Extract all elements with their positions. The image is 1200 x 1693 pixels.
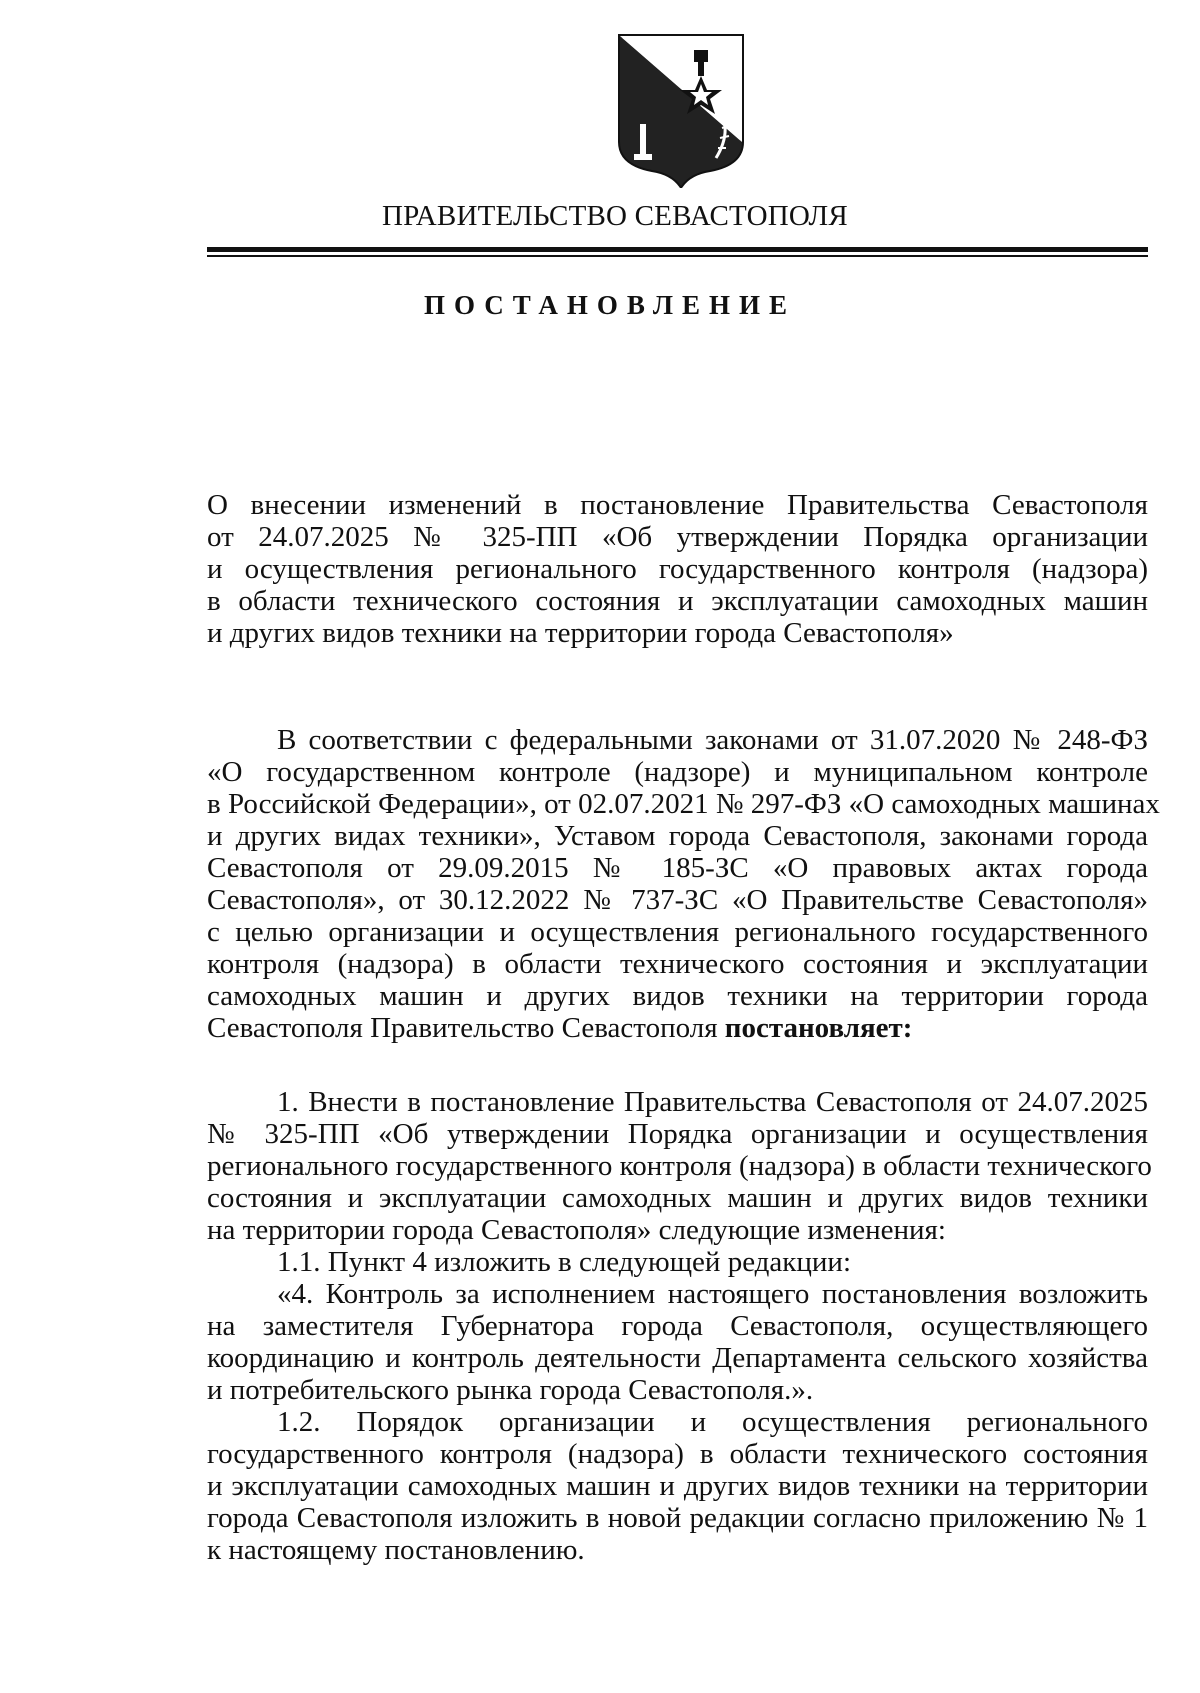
item-line: 1. Внести в постановление Правительства Севастополя от 24.07.2025 (277, 1086, 1148, 1118)
preamble-line: «О государственном контроле (надзоре) и муниципальном контроле (207, 756, 1148, 788)
item-line: состояния и эксплуатации самоходных машин и других видов техники (207, 1182, 1148, 1214)
item-line: к настоящему постановлению. (207, 1534, 585, 1566)
item-line: координацию и контроль деятельности Департамента сельского хозяйства (207, 1342, 1148, 1374)
resolution-keyword: постановляет: (724, 1012, 913, 1044)
preamble-line: Севастополя от 29.09.2015 № 185-ЗС «О правовых актах города (207, 852, 1148, 884)
subject-line: от 24.07.2025 № 325-ПП «Об утверждении Порядка организации (207, 521, 1148, 553)
item-line: и эксплуатации самоходных машин и других видов техники на территории (207, 1470, 1148, 1502)
preamble-paragraph (207, 724, 1160, 1044)
resolution-items (207, 1086, 1152, 1566)
item-line: на заместителя Губернатора города Севастополя, осуществляющего (207, 1310, 1148, 1342)
item-line: города Севастополя изложить в новой редакции согласно приложению № 1 (207, 1502, 1148, 1534)
subject-line: О внесении изменений в постановление Правительства Севастополя (207, 489, 1148, 521)
preamble-line: с целью организации и осуществления регионального государственного (207, 916, 1148, 948)
item-line: «4. Контроль за исполнением настоящего постановления возложить (277, 1278, 1148, 1310)
document-type-heading: ПОСТАНОВЛЕНИЕ (423, 290, 797, 320)
item-line: государственного контроля (надзора) в области технического состояния (207, 1438, 1148, 1470)
preamble-line: В соответствии с федеральными законами от 31.07.2020 № 248-ФЗ (277, 724, 1148, 756)
preamble-line: самоходных машин и других видов техники на территории города (207, 980, 1148, 1012)
preamble-line: Севастополя», от 30.12.2022 № 737-ЗС «О Правительстве Севастополя» (207, 884, 1148, 916)
preamble-line: в Российской Федерации», от 02.07.2021 № 297-ФЗ «О самоходных машинах (207, 788, 1160, 820)
preamble-final-line (207, 1012, 1148, 1044)
item-line: 1.1. Пункт 4 изложить в следующей редакции: (277, 1246, 852, 1278)
item-line: и потребительского рынка города Севастополя.». (207, 1374, 814, 1406)
preamble-final-text: Севастополя Правительство Севастополя (207, 1012, 725, 1044)
coat-of-arms-emblem (612, 32, 750, 188)
header-divider-thick (207, 247, 1148, 252)
subject-line: в области технического состояния и эксплуатации самоходных машин (207, 585, 1148, 617)
subject-line: и осуществления регионального государственного контроля (надзора) (207, 553, 1148, 585)
preamble-line: и других видах техники», Уставом города Севастополя, законами города (207, 820, 1148, 852)
document-subject (207, 489, 1148, 649)
item-line: на территории города Севастополя» следующие изменения: (207, 1214, 946, 1246)
item-line: регионального государственного контроля (надзора) в области технического (207, 1150, 1152, 1182)
organization-title: ПРАВИТЕЛЬСТВО СЕВАСТОПОЛЯ (382, 200, 848, 232)
item-line: № 325-ПП «Об утверждении Порядка организации и осуществления (207, 1118, 1148, 1150)
item-line: 1.2. Порядок организации и осуществления регионального (277, 1406, 1148, 1438)
preamble-line: контроля (надзора) в области технического состояния и эксплуатации (207, 948, 1148, 980)
subject-line: и других видов техники на территории города Севастополя» (207, 617, 954, 649)
header-divider-thin (207, 255, 1148, 257)
